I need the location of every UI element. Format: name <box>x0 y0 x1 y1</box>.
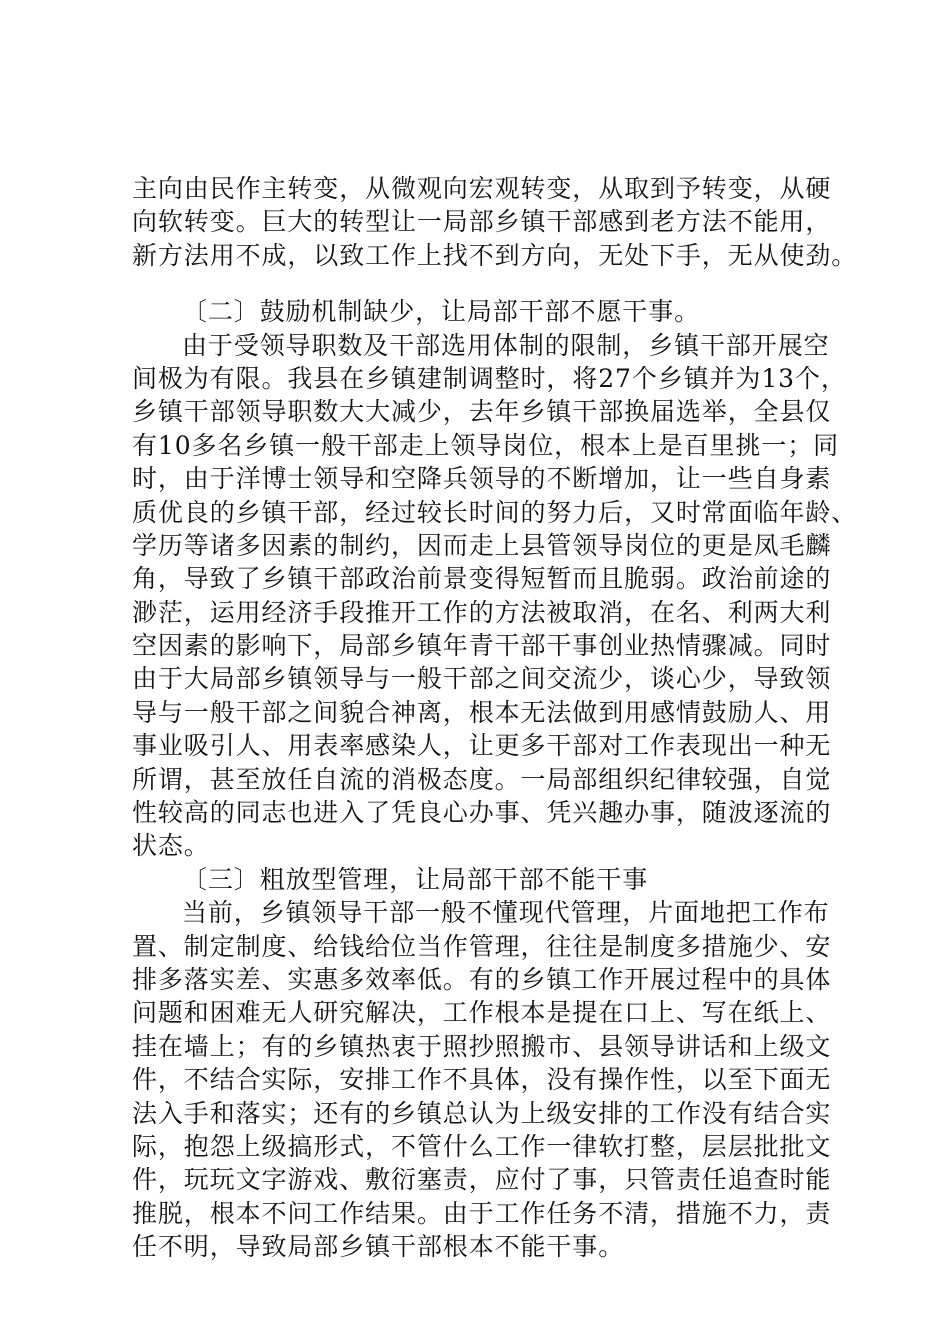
text-line: 当前，乡镇领导干部一般不懂现代管理，片面地把工作布 <box>182 898 830 928</box>
text-line: 任不明，导致局部乡镇干部根本不能干事。 <box>132 1232 625 1262</box>
text-line: 时，由于洋博士领导和空降兵领导的不断增加，让一些自身素 <box>132 464 832 494</box>
text-line: 主向由民作主转变，从微观向宏观转变，从取到予转变，从硬 <box>132 174 832 203</box>
text-line: 质优良的乡镇干部，经过较长时间的努力后，又时常面临年龄、 <box>132 497 858 527</box>
text-line: 导与一般干部之间貌合神离，根本无法做到用感情鼓励人、用 <box>132 697 832 727</box>
text-line: 间极为有限。我县在乡镇建制调整时，将27个乡镇并为13个， <box>132 363 847 393</box>
text-line: 法入手和落实；还有的乡镇总认为上级安排的工作没有结合实 <box>132 1098 832 1128</box>
paragraph-2 <box>132 329 858 863</box>
text-line: 问题和困难无人研究解决，工作根本是提在口上、写在纸上、 <box>132 998 832 1028</box>
section-heading-2: 〔二〕鼓励机制缺少，让局部干部不愿干事。 <box>182 297 701 327</box>
text-line: 挂在墙上；有的乡镇热衷于照抄照搬市、县领导讲话和上级文 <box>132 1031 832 1061</box>
text-line: 状态。 <box>132 831 210 861</box>
text-line: 由于受领导职数及干部选用体制的限制，乡镇干部开展空 <box>182 330 830 360</box>
text-line: 事业吸引人、用表率感染人，让更多干部对工作表现出一种无 <box>132 731 832 761</box>
paragraph-3 <box>132 896 832 1263</box>
text-line: 空因素的影响下，局部乡镇年青干部干事创业热情骤减。同时 <box>132 631 832 661</box>
text-line: 件，玩玩文字游戏、敷衍塞责，应付了事，只管责任追查时能 <box>132 1165 832 1195</box>
text-line: 置、制定制度、给钱给位当作管理，往往是制度多措施少、安 <box>132 931 832 961</box>
text-line: 件，不结合实际，安排工作不具体，没有操作性，以至下面无 <box>132 1065 832 1095</box>
text-line: 学历等诸多因素的制约，因而走上县管领导岗位的更是凤毛麟 <box>132 530 832 560</box>
text-line: 性较高的同志也进入了凭良心办事、凭兴趣办事，随波逐流的 <box>132 798 832 828</box>
text-line: 所谓，甚至放任自流的消极态度。一局部组织纪律较强，自觉 <box>132 764 832 794</box>
text-line: 向软转变。巨大的转型让一局部乡镇干部感到老方法不能用， <box>132 207 832 237</box>
text-line: 排多落实差、实惠多效率低。有的乡镇工作开展过程中的具体 <box>132 964 832 994</box>
section-heading-3: 〔三〕粗放型管理，让局部干部不能干事 <box>182 864 649 894</box>
text-line: 际，抱怨上级搞形式，不管什么工作一律软打整，层层批批文 <box>132 1131 832 1161</box>
text-line: 渺茫，运用经济手段推开工作的方法被取消，在名、利两大利 <box>132 597 832 627</box>
text-line: 乡镇干部领导职数大大减少，去年乡镇干部换届选举，全县仅 <box>132 397 832 427</box>
text-line: 角，导致了乡镇干部政治前景变得短暂而且脆弱。政治前途的 <box>132 564 832 594</box>
paragraph-spacer <box>132 272 832 295</box>
document-body <box>132 172 858 1264</box>
paragraph-continued <box>132 172 858 272</box>
text-line: 新方法用不成，以致工作上找不到方向，无处下手，无从使劲。 <box>132 240 858 270</box>
text-line: 推脱，根本不问工作结果。由于工作任务不清，措施不力，责 <box>132 1198 832 1228</box>
text-line: 由于大局部乡镇领导与一般干部之间交流少，谈心少，导致领 <box>132 664 832 694</box>
text-line: 有10多名乡镇一般干部走上领导岗位，根本上是百里挑一；同 <box>132 430 840 460</box>
